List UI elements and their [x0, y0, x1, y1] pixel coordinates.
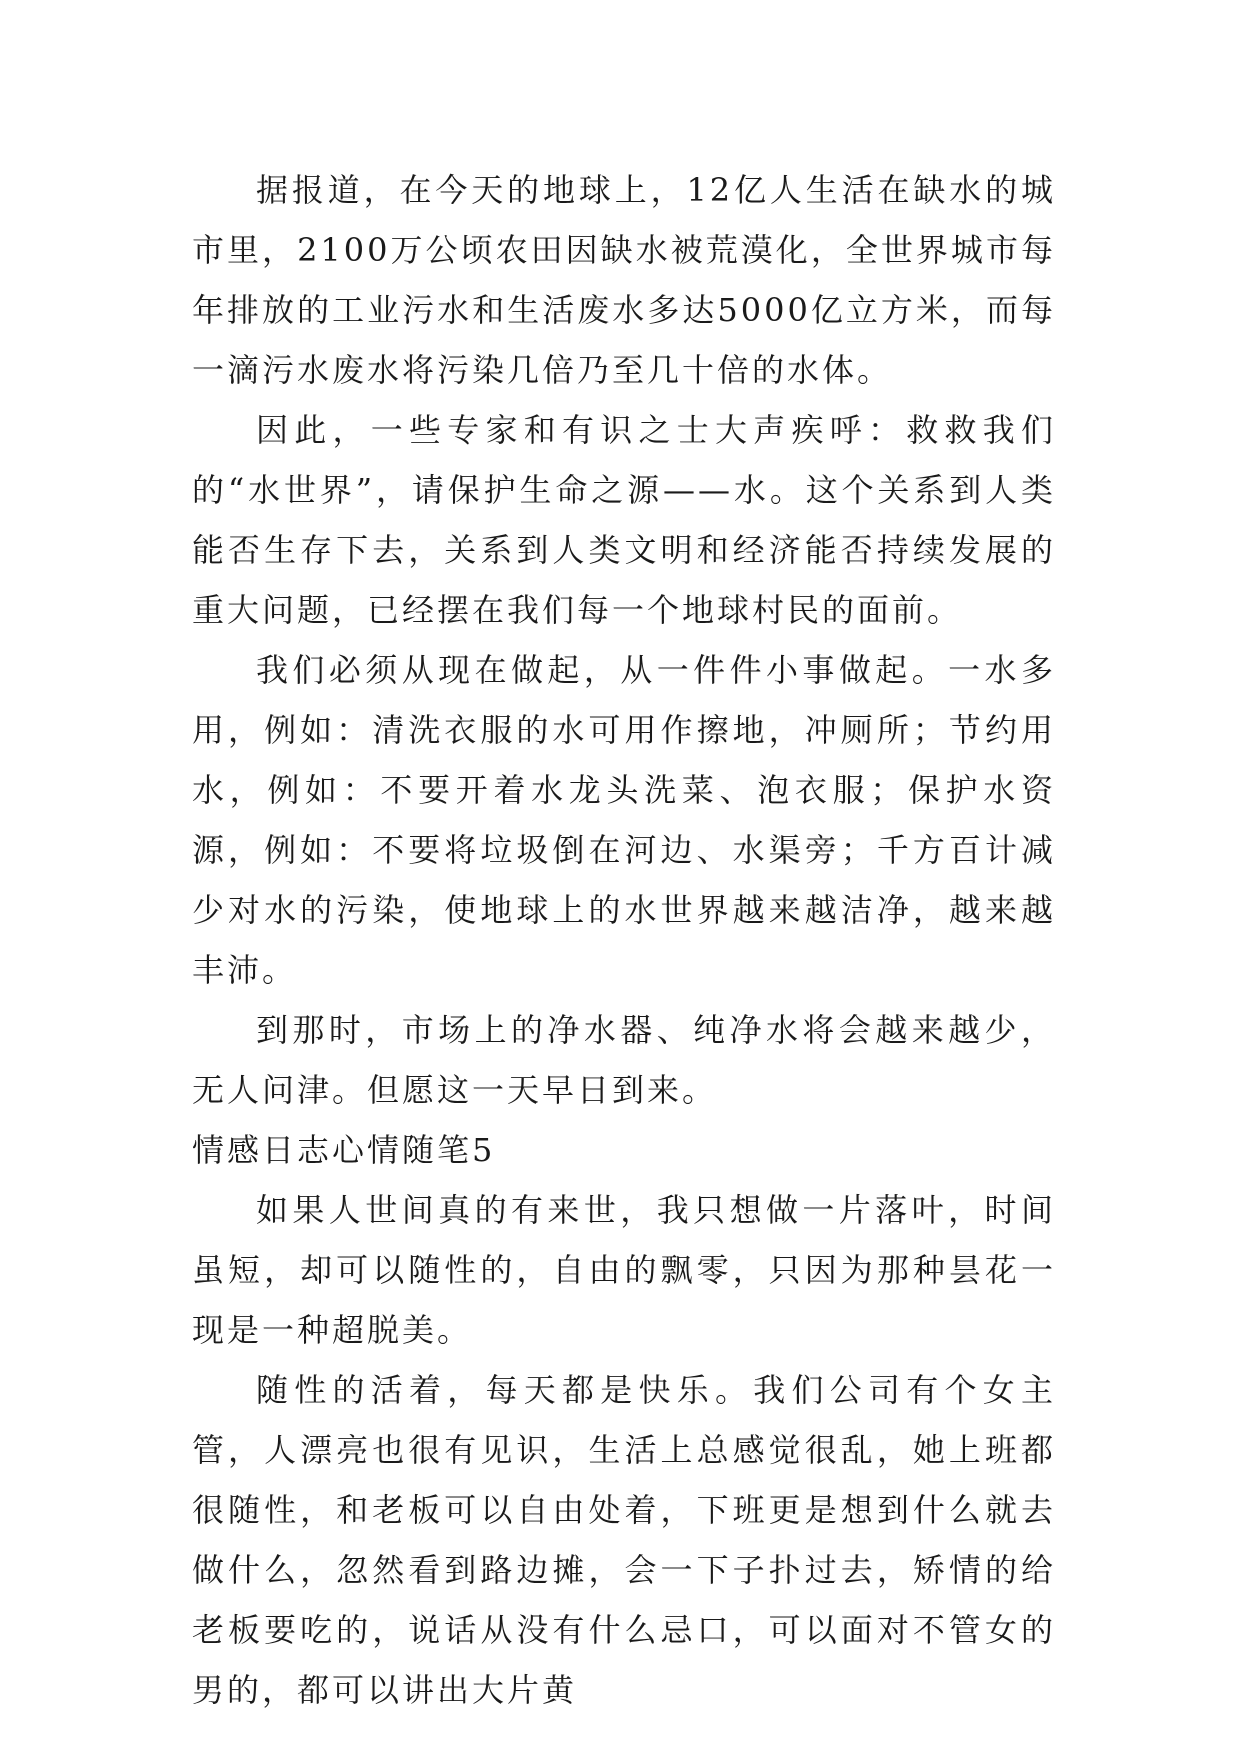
section-heading: 情感日志心情随笔5 — [192, 1131, 496, 1169]
paragraph-water-report: 据报道，在今天的地球上，12亿人生活在缺水的城市里，2100万公顷农田因缺水被荒漠化，全世界城市每年排放的工业污水和生活废水多达5000亿立方米，而每一滴污水废水将污染几倍乃至几十倍的水体。 — [192, 171, 1056, 389]
paragraph-future-hope: 到那时，市场上的净水器、纯净水将会越来越少，无人问津。但愿这一天早日到来。 — [192, 1011, 1056, 1109]
paragraph-falling-leaf: 如果人世间真的有来世，我只想做一片落叶，时间虽短，却可以随性的，自由的飘零，只因为那种昙花一现是一种超脱美。 — [192, 1191, 1056, 1349]
paragraph-expert-appeal: 因此，一些专家和有识之士大声疾呼：救救我们的“水世界”，请保护生命之源——水。这个关系到人类能否生存下去，关系到人类文明和经济能否持续发展的重大问题，已经摆在我们每一个地球村民的面前。 — [192, 411, 1056, 629]
paragraph-female-supervisor: 随性的活着，每天都是快乐。我们公司有个女主管，人漂亮也很有见识，生活上总感觉很乱，她上班都很随性，和老板可以自由处着，下班更是想到什么就去做什么，忽然看到路边摊，会一下子扑过去，矫情的给老板要吃的，说话从没有什么忌口，可以面对不管女的男的，都可以讲出大片黄 — [192, 1371, 1056, 1709]
paragraph-save-water: 我们必须从现在做起，从一件件小事做起。一水多用，例如：清洗衣服的水可用作擦地，冲厕所；节约用水，例如：不要开着水龙头洗菜、泡衣服；保护水资源，例如：不要将垃圾倒在河边、水渠旁；千方百计减少对水的污染，使地球上的水世界越来越洁净，越来越丰沛。 — [192, 651, 1056, 989]
document-body — [192, 160, 1056, 1720]
